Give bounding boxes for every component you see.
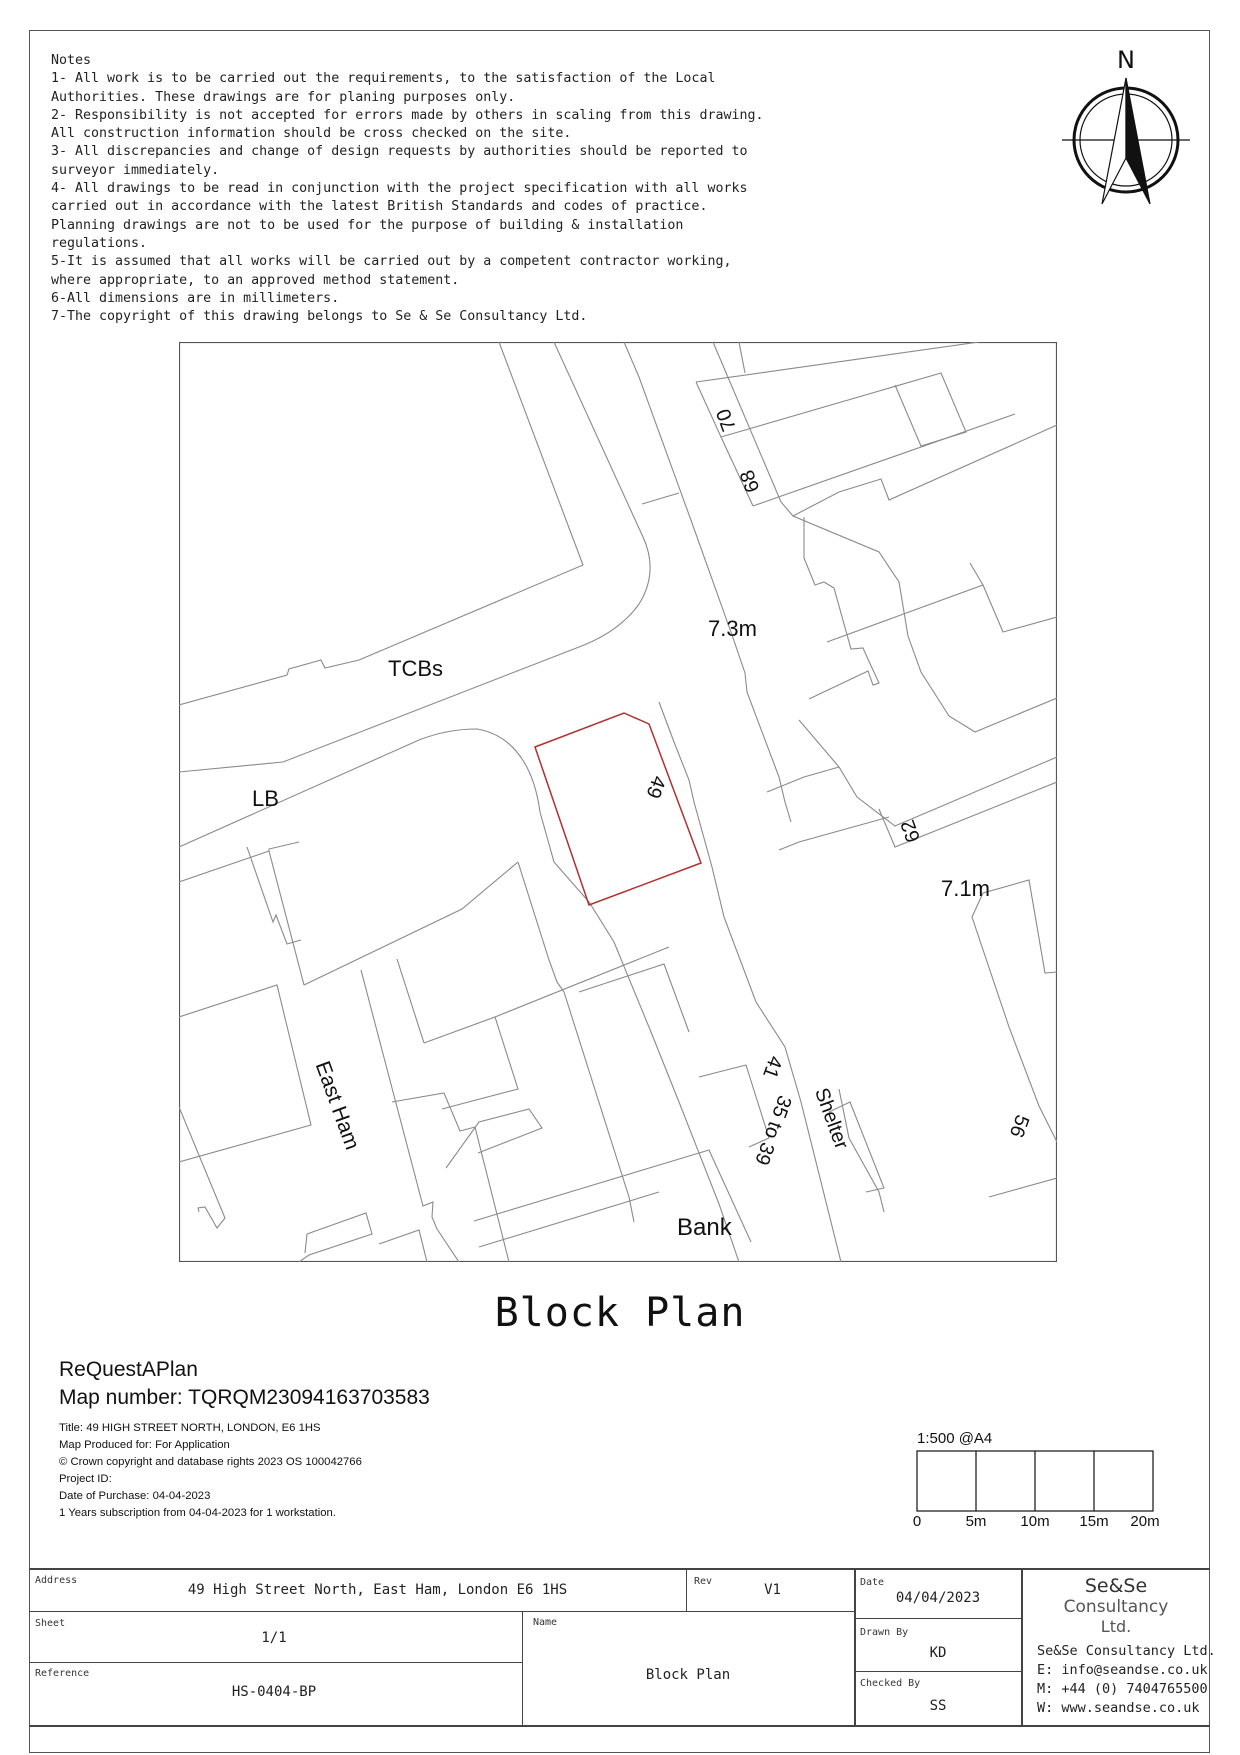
north-label: N [1117, 48, 1135, 74]
scale-tick-0: 0 [912, 1513, 922, 1530]
note-7: 7-The copyright of this drawing belongs to Se & Se Consultancy Ltd. [51, 309, 588, 325]
label-7-3m: 7.3m [708, 616, 757, 641]
date-value: 04/04/2023 [895, 1590, 981, 1606]
company-logo [1022, 1576, 1210, 1636]
scale-bar [905, 1426, 1165, 1536]
address-label: Address [35, 1575, 78, 1586]
name-value: Block Plan [645, 1667, 731, 1683]
meta-copyright: © Crown copyright and database rights 2023 OS 100042766 [59, 1456, 362, 1468]
plan-title: Block Plan [494, 1290, 746, 1336]
note-5: 5-It is assumed that all works will be carried out by a competent contractor working, where appropriate, to an approved method statement. [51, 254, 732, 288]
scale-label: 1:500 @A4 [917, 1430, 993, 1447]
meta-subscription: 1 Years subscription from 04-04-2023 for 1 workstation. [59, 1507, 336, 1519]
meta-title: Title: 49 HIGH STREET NORTH, LONDON, E6 1HS [59, 1422, 321, 1434]
contact-website: W: www.seandse.co.uk [1037, 1700, 1200, 1716]
rev-value: V1 [764, 1582, 781, 1598]
contact-company: Se&Se Consultancy Ltd. [1037, 1643, 1216, 1659]
name-label: Name [533, 1617, 558, 1628]
note-1: 1- All work is to be carried out the requirements, to the satisfaction of the Local Authorities. These drawings are for planing purposes only. [51, 71, 716, 105]
logo-line-2: Consultancy [1063, 1597, 1169, 1617]
label-bank: Bank [677, 1214, 732, 1241]
label-35-to-39: 35 to 39 [750, 1092, 796, 1168]
label-62: 62 [896, 816, 926, 846]
drawn-by-value: KD [929, 1645, 947, 1661]
label-shelter: Shelter [810, 1085, 853, 1153]
notes-heading: Notes [51, 53, 92, 68]
rev-label: Rev [694, 1576, 713, 1587]
scale-tick-5m: 5m [965, 1513, 987, 1530]
scale-tick-10m: 10m [1020, 1513, 1050, 1530]
contact-email: E: info@seandse.co.uk [1037, 1662, 1208, 1678]
label-49: 49 [641, 772, 670, 802]
meta-produced-for: Map Produced for: For Application [59, 1439, 230, 1451]
drawn-by-label: Drawn By [860, 1627, 909, 1638]
reference-value: HS-0404-BP [231, 1684, 317, 1700]
logo-line-3: Ltd. [1100, 1617, 1132, 1636]
note-6: 6-All dimensions are in millimeters. [51, 290, 340, 306]
map-meta [59, 1420, 430, 1522]
label-70: 70 [712, 405, 741, 435]
label-56: 56 [1004, 1111, 1034, 1141]
label-7-1m: 7.1m [941, 876, 990, 901]
company-contact [1037, 1642, 1216, 1718]
scale-tick-20m: 20m [1130, 1513, 1160, 1530]
note-3: 3- All discrepancies and change of design requests by authorities should be reported to surveyor immediately. [51, 144, 748, 178]
label-41: 41 [758, 1052, 787, 1082]
note-4: 4- All drawings to be read in conjunction with the project specification with all works carried out in accordance with the latest British Standards and codes of practice. Planning drawings are not to be used for the purpose of building & installation regulations. [51, 181, 748, 251]
label-68: 68 [736, 466, 765, 496]
label-east-ham: East Ham [310, 1058, 364, 1153]
contact-mobile: M: +44 (0) 7404765500 [1037, 1681, 1208, 1697]
meta-project-id: Project ID: [59, 1473, 112, 1485]
date-label: Date [860, 1577, 885, 1588]
requestaplan-brand: ReQuestAPlan [59, 1358, 198, 1381]
label-lb: LB [252, 786, 279, 811]
requestaplan-block [59, 1356, 430, 1522]
meta-date-of-purchase: Date of Purchase: 04-04-2023 [59, 1490, 211, 1502]
north-arrow-icon [1058, 48, 1194, 206]
notes-block [51, 52, 771, 326]
checked-by-value: SS [929, 1698, 947, 1714]
block-plan-map [179, 342, 1057, 1262]
sheet-label: Sheet [35, 1618, 66, 1629]
label-tcbs: TCBs [388, 656, 443, 681]
map-number: Map number: TQRQM23094163703583 [59, 1386, 430, 1409]
scale-tick-15m: 15m [1079, 1513, 1109, 1530]
note-2: 2- Responsibility is not accepted for errors made by others in scaling from this drawing. All construction information should be cross checked on the site. [51, 107, 764, 142]
address-value: 49 High Street North, East Ham, London E6 1HS [187, 1582, 568, 1598]
reference-label: Reference [35, 1668, 90, 1679]
sheet-value: 1/1 [261, 1630, 287, 1646]
logo-line-1: Se&Se [1084, 1575, 1148, 1597]
checked-by-label: Checked By [860, 1678, 921, 1689]
